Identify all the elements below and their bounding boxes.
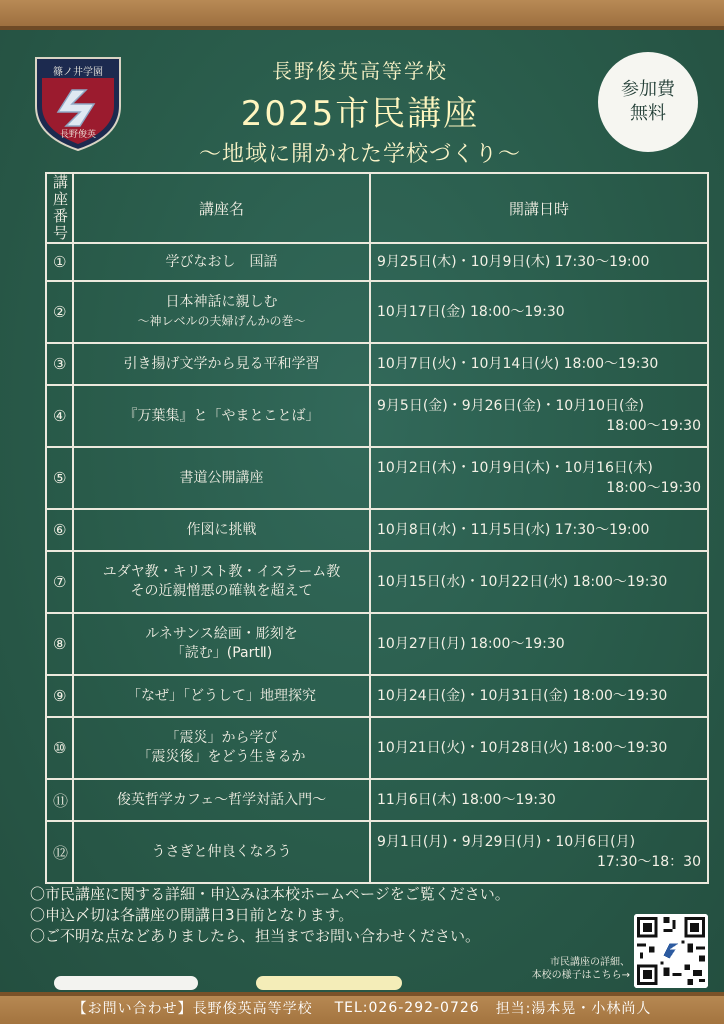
fee-value: 無料 (630, 103, 666, 124)
table-row (46, 551, 708, 613)
course-name: 引き揚げ文学から見る平和学習 (73, 343, 370, 385)
header-datetime: 開講日時 (370, 173, 708, 243)
course-name: 「なぜ」「どうして」地理探究 (73, 675, 370, 717)
contact-phone: TEL:026-292-0726 (334, 1000, 480, 1016)
course-name: 『万葉集』と「やまとことば」 (73, 385, 370, 447)
fee-label: 参加費 (621, 79, 675, 100)
fee-badge (598, 52, 698, 152)
table-row (46, 779, 708, 821)
course-datetime: 10月7日(火)・10月14日(火) 18:00～19:30 (370, 343, 708, 385)
course-datetime: 10月8日(水)・11月5日(水) 17:30～19:00 (370, 509, 708, 551)
course-name: 学びなおし 国語 (73, 243, 370, 281)
table-row (46, 343, 708, 385)
course-datetime: 10月15日(水)・10月22日(水) 18:00～19:30 (370, 551, 708, 613)
poster-header (140, 55, 580, 168)
course-number: ② (46, 281, 73, 343)
header-course-name: 講座名 (73, 173, 370, 243)
contact-staff: 担当:湯本晃・小林尚人 (495, 1001, 652, 1017)
board-frame-top (0, 0, 724, 30)
contact-bar (0, 992, 724, 1024)
emblem-bottom-text: 長野俊英 (59, 130, 97, 140)
table-row (46, 243, 708, 281)
table-row (46, 613, 708, 675)
course-datetime: 10月17日(金) 18:00～19:30 (370, 281, 708, 343)
note-item: 〇市民講座に関する詳細・申込みは本校ホームページをご覧ください。 (30, 885, 510, 903)
contact-school: 長野俊英高等学校 (192, 1001, 313, 1017)
table-row (46, 821, 708, 883)
course-datetime: 10月2日(木)・10月9日(木)・10月16日(木) 18:00～19:30 (370, 447, 708, 509)
course-number: ⑩ (46, 717, 73, 779)
course-number: ⑤ (46, 447, 73, 509)
course-name: 日本神話に親しむ ～神レベルの夫婦げんかの巻～ (73, 281, 370, 343)
table-row (46, 281, 708, 343)
emblem-top-text: 篠ノ井学園 (53, 67, 103, 78)
course-number: ① (46, 243, 73, 281)
note-item: 〇申込〆切は各講座の開講日3日前となります。 (30, 906, 354, 924)
course-name: 「震災」から学び 「震災後」をどう生きるか (73, 717, 370, 779)
course-datetime: 10月24日(金)・10月31日(金) 18:00～19:30 (370, 675, 708, 717)
course-name: ルネサンス絵画・彫刻を 「読む」(PartⅡ) (73, 613, 370, 675)
qr-caption: 市民講座の詳細、 本校の様子はこちら→ (531, 957, 630, 981)
course-name: ユダヤ教・キリスト教・イスラーム教 その近親憎悪の確執を超えて (73, 551, 370, 613)
course-name: 作図に挑戦 (73, 509, 370, 551)
yellow-chalk (256, 976, 402, 990)
course-number: ⑥ (46, 509, 73, 551)
course-table (45, 172, 709, 884)
school-name: 長野俊英高等学校 (272, 59, 448, 83)
poster-subtitle: ～地域に開かれた学校づくり～ (198, 142, 521, 167)
table-row (46, 675, 708, 717)
school-emblem (32, 54, 124, 152)
course-datetime: 11月6日(木) 18:00～19:30 (370, 779, 708, 821)
course-datetime: 10月27日(月) 18:00～19:30 (370, 613, 708, 675)
course-datetime: 10月21日(火)・10月28日(火) 18:00～19:30 (370, 717, 708, 779)
contact-label: 【お問い合わせ】 (72, 1001, 193, 1017)
course-number: ⑪ (46, 779, 73, 821)
table-header-row (46, 173, 708, 243)
course-number: ③ (46, 343, 73, 385)
course-number: ④ (46, 385, 73, 447)
header-course-number: 講座 番号 (46, 173, 73, 243)
table-row (46, 717, 708, 779)
table-row (46, 385, 708, 447)
course-datetime: 9月1日(月)・9月29日(月)・10月6日(月) 17:30～18：30 (370, 821, 708, 883)
table-row (46, 447, 708, 509)
course-name: うさぎと仲良くなろう (73, 821, 370, 883)
course-number: ⑨ (46, 675, 73, 717)
poster-title: 2025市民講座 (240, 94, 480, 134)
white-chalk (54, 976, 198, 990)
course-number: ⑧ (46, 613, 73, 675)
course-datetime: 9月5日(金)・9月26日(金)・10月10日(金) 18:00～19:30 (370, 385, 708, 447)
note-item: 〇ご不明な点などありましたら、担当までお問い合わせください。 (30, 927, 481, 945)
qr-code[interactable] (634, 914, 708, 988)
course-number: ⑫ (46, 821, 73, 883)
notes (30, 884, 510, 947)
table-row (46, 509, 708, 551)
course-datetime: 9月25日(木)・10月9日(木) 17:30～19:00 (370, 243, 708, 281)
course-number: ⑦ (46, 551, 73, 613)
course-name: 俊英哲学カフェ～哲学対話入門～ (73, 779, 370, 821)
course-name: 書道公開講座 (73, 447, 370, 509)
